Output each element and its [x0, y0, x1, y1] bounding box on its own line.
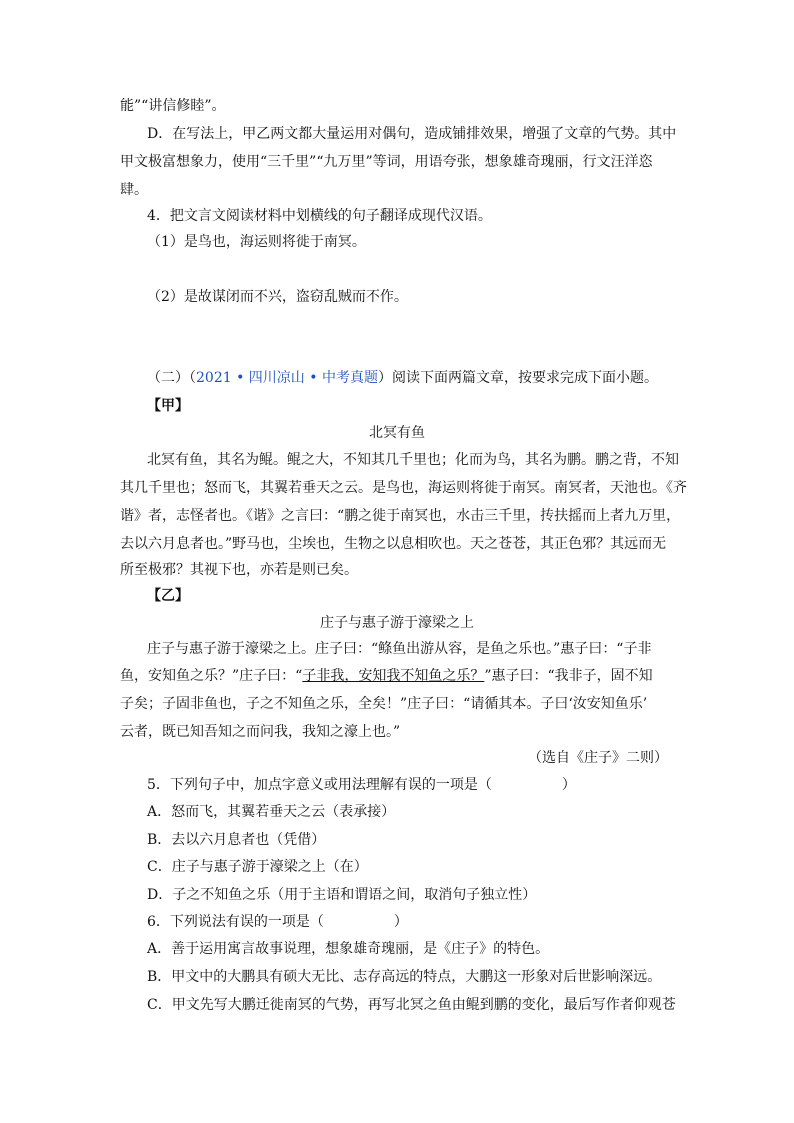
jia-label: 【甲】 — [147, 398, 189, 414]
section-2-source[interactable]: 2021 • 四川凉山 • 中考真题 — [196, 370, 378, 386]
yi-label: 【乙】 — [147, 588, 189, 604]
question-6-option-b: B．甲文中的大鹏具有硕大无比、志存高远的特点，大鹏这一形象对后世影响深远。 — [147, 969, 662, 985]
option-d-line3: 肆。 — [120, 182, 148, 198]
question-6-option-a: A．善于运用寓言故事说理，想象雄奇瑰丽，是《庄子》的特色。 — [147, 941, 550, 957]
option-d-line1: D．在写法上，甲乙两文都大量运用对偶句，造成铺排效果，增强了文章的气势。其中 — [147, 126, 677, 142]
question-5-stem: 5．下列句子中，加点字意义或用法理解有误的一项是（ ） — [147, 777, 576, 793]
yi-paragraph-line — [120, 666, 653, 686]
yi-source: （选自《庄子》二则） — [528, 750, 668, 766]
section-2-prefix: （二）（ — [147, 370, 196, 386]
yi-paragraph-line: 子矣；子固非鱼也，子之不知鱼之乐，全矣！”庄子曰：“请循其本。子曰‘汝安知鱼乐’ — [120, 696, 648, 712]
question-4-item-2: （2）是故谋闭而不兴，盗窃乱贼而不作。 — [147, 289, 408, 305]
question-6-option-c: C．甲文先写大鹏迁徙南冥的气势，再写北冥之鱼由鲲到鹏的变化，最后写作者仰观苍 — [147, 997, 676, 1013]
jia-paragraph-line: 其几千里也；怒而飞，其翼若垂天之云。是鸟也，海运则将徙于南冥。南冥者，天池也。《齐 — [120, 480, 687, 496]
jia-paragraph-line: 去以六月息者也。”野马也，尘埃也，生物之以息相吹也。天之苍苍，其正色邪？其远而无 — [120, 536, 667, 552]
yi-title: 庄子与惠子游于濠梁之上 — [320, 615, 474, 631]
question-6-stem: 6．下列说法有误的一项是（ ） — [147, 914, 408, 930]
question-5-option-d: D．子之不知鱼之乐（用于主语和谓语之间，取消句子独立性） — [147, 887, 537, 903]
yi-line2-part-a: 鱼，安知鱼之乐？”庄子曰：“ — [120, 668, 303, 684]
jia-title: 北冥有鱼 — [369, 425, 425, 441]
underlined-sentence: 子非我，安知我不知鱼之乐？ — [302, 668, 485, 684]
question-5-option-b: B．去以六月息者也（凭借） — [147, 832, 326, 848]
jia-paragraph-line: 谐》者，志怪者也。《谐》之言曰：“鹏之徙于南冥也，水击三千里，抟扶摇而上者九万里， — [120, 508, 681, 524]
option-c-continuation: 能”“讲信修睦”。 — [120, 98, 226, 114]
section-2-suffix: ）阅读下面两篇文章，按要求完成下面小题。 — [377, 370, 658, 386]
yi-line2-part-b: ”惠子曰：“我非子，固不知 — [484, 668, 653, 684]
option-d-line2: 甲文极富想象力，使用“三千里”“九万里”等词，用语夸张，想象雄奇瑰丽，行文汪洋恣 — [120, 154, 653, 170]
jia-paragraph-line: 所至极邪？其视下也，亦若是则已矣。 — [120, 562, 358, 578]
question-5-option-c: C．庄子与惠子游于濠梁之上（在） — [147, 859, 368, 875]
section-2-heading — [147, 368, 658, 388]
yi-paragraph-line: 云者，既已知吾知之而问我，我知之濠上也。” — [120, 724, 401, 740]
yi-paragraph-line: 庄子与惠子游于濠梁之上。庄子曰：“鲦鱼出游从容，是鱼之乐也。”惠子曰：“子非 — [147, 641, 652, 657]
question-5-option-a: A．怒而飞，其翼若垂天之云（表承接） — [147, 804, 396, 820]
jia-paragraph-line: 北冥有鱼，其名为鲲。鲲之大，不知其几千里也；化而为鸟，其名为鹏。鹏之背，不知 — [147, 452, 679, 468]
question-4-stem: 4．把文言文阅读材料中划横线的句子翻译成现代汉语。 — [147, 208, 492, 224]
question-4-item-1: （1）是鸟也，海运则将徙于南冥。 — [147, 234, 366, 250]
